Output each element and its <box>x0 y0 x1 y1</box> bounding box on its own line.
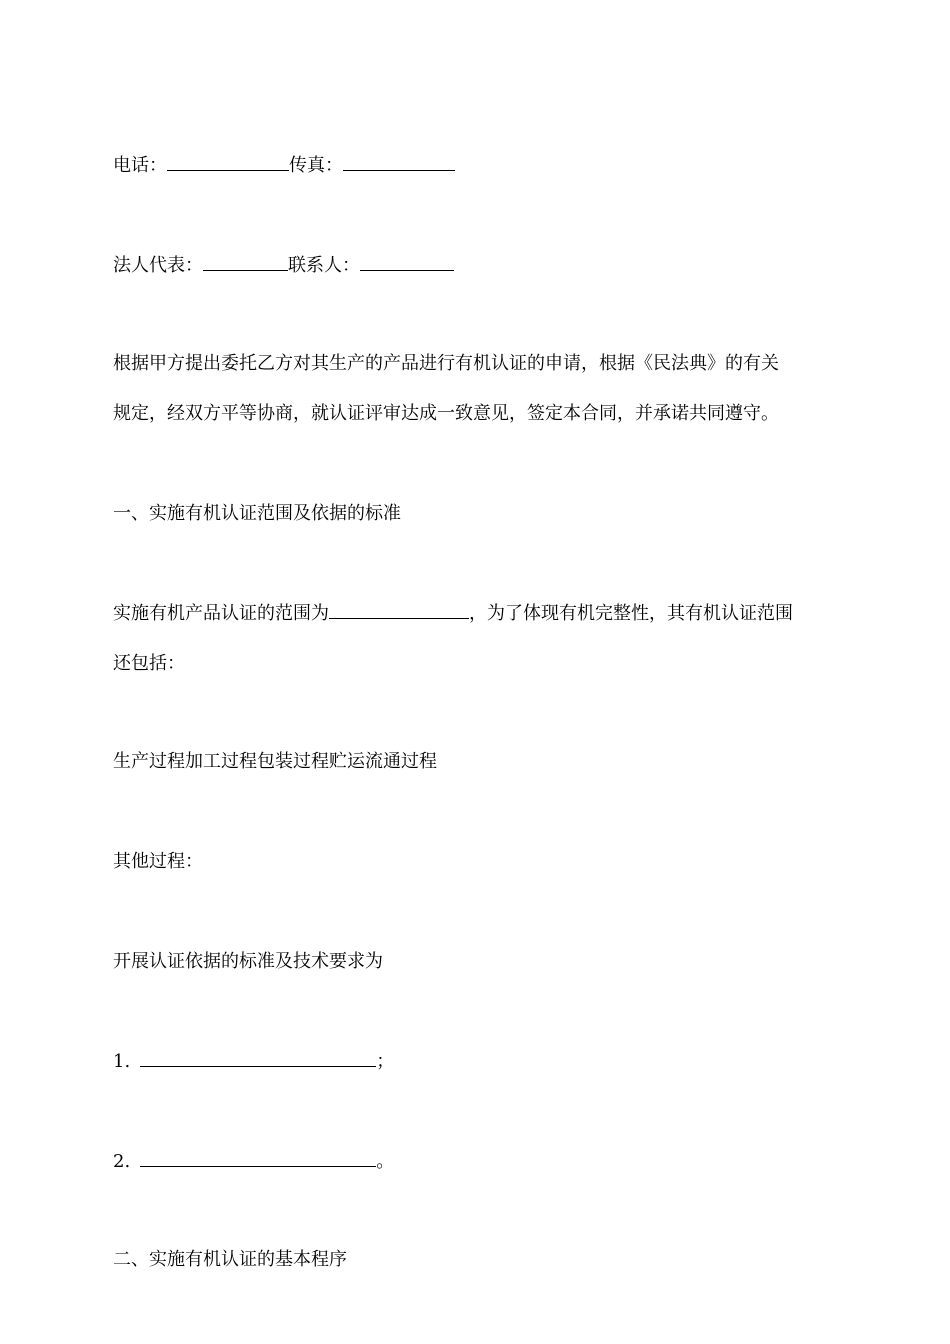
intro-line-2: 规定，经双方平等协商，就认证评审达成一致意见，签定本合同，并承诺共同遵守。 <box>113 403 779 424</box>
standard-item-1 <box>113 1049 394 1075</box>
legal-rep-contact-line <box>113 253 454 279</box>
fax-label: 传真： <box>289 155 343 176</box>
phone-label: 电话： <box>113 155 167 176</box>
legal-rep-blank[interactable] <box>203 253 288 271</box>
item-1-number: 1. <box>113 1051 131 1072</box>
scope-line <box>113 601 793 627</box>
item-2-number: 2. <box>113 1151 131 1172</box>
scope-line-2: 还包括： <box>113 653 185 674</box>
phone-blank[interactable] <box>167 153 289 171</box>
processes-line: 生产过程加工过程包装过程贮运流通过程 <box>113 751 437 772</box>
standards-intro-line: 开展认证依据的标准及技术要求为 <box>113 951 383 972</box>
scope-blank[interactable] <box>329 601 469 619</box>
contact-person-blank[interactable] <box>360 253 454 271</box>
item-2-end: 。 <box>376 1151 395 1172</box>
item-2-blank[interactable] <box>140 1149 376 1167</box>
intro-line-1: 根据甲方提出委托乙方对其生产的产品进行有机认证的申请，根据《民法典》的有关 <box>113 353 779 374</box>
phone-fax-line <box>113 153 455 179</box>
standard-item-2 <box>113 1149 394 1175</box>
scope-prefix: 实施有机产品认证的范围为 <box>113 603 329 624</box>
item-1-end: ； <box>376 1051 395 1072</box>
other-processes-line: 其他过程： <box>113 851 203 872</box>
item-1-blank[interactable] <box>140 1049 376 1067</box>
contact-person-label: 联系人： <box>288 255 360 276</box>
legal-rep-label: 法人代表： <box>113 255 203 276</box>
section2-heading: 二、实施有机认证的基本程序 <box>113 1249 347 1270</box>
scope-suffix: ，为了体现有机完整性，其有机认证范围 <box>469 603 793 624</box>
fax-blank[interactable] <box>343 153 455 171</box>
section1-heading: 一、实施有机认证范围及依据的标准 <box>113 503 401 524</box>
